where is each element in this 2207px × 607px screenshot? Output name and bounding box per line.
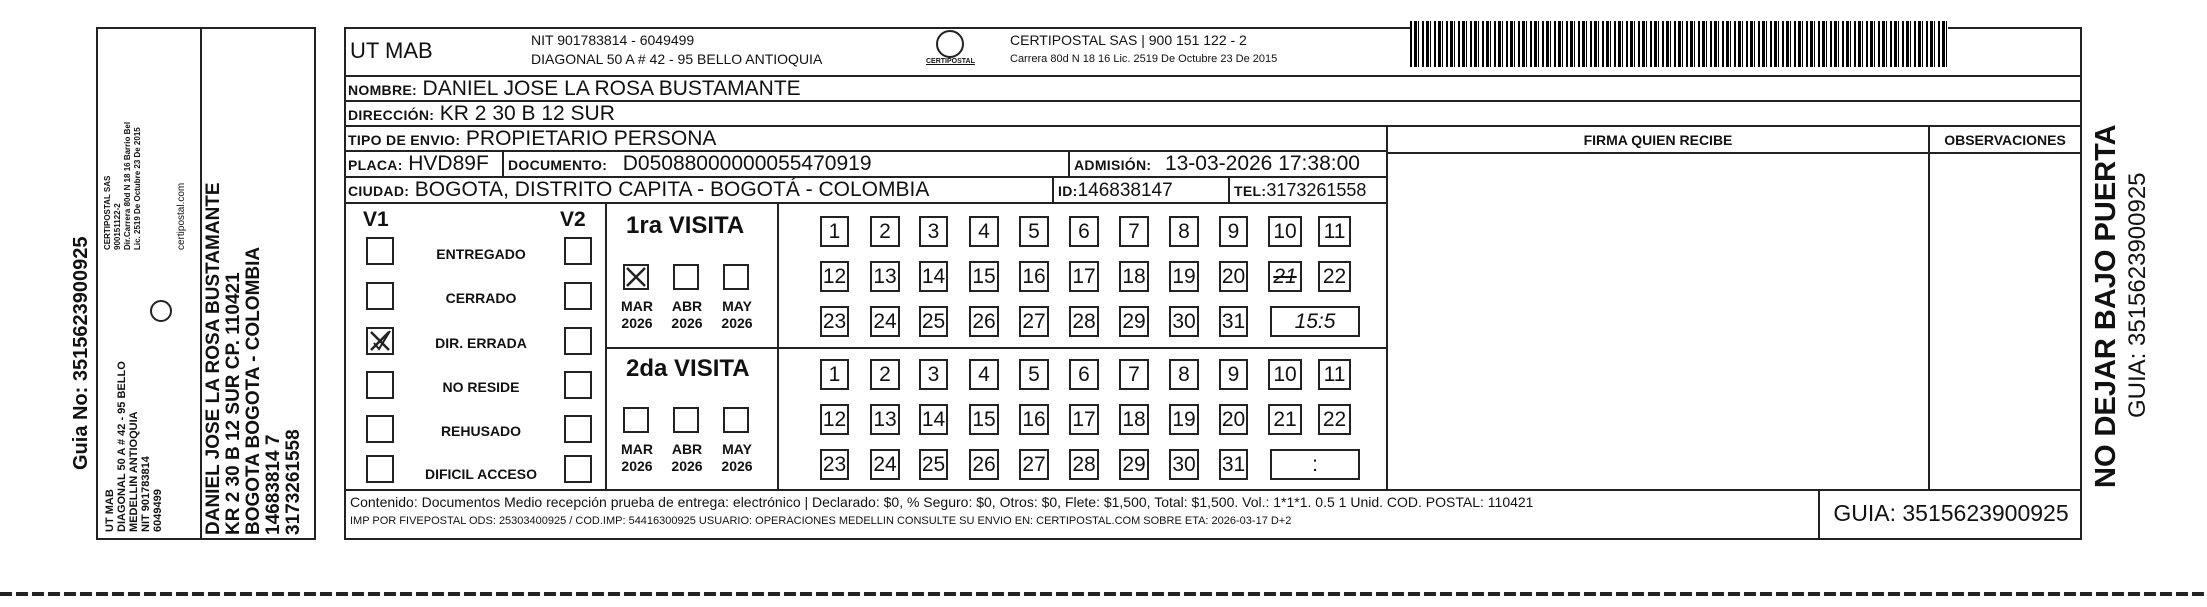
day-box[interactable]: 8 [1169, 359, 1199, 390]
nombre-label: NOMBRE: [348, 82, 417, 98]
day-box[interactable]: 6 [1069, 216, 1099, 247]
day-box[interactable]: 22 [1318, 261, 1351, 292]
bottom-dashed-edge [0, 592, 2207, 596]
day-box[interactable]: 2 [870, 359, 900, 390]
header-logo-text: CERTIPOSTAL [926, 58, 975, 65]
tel-label: TEL: [1234, 183, 1267, 199]
header-nit: NIT 901783814 - 6049499 [531, 32, 695, 48]
day-box[interactable]: 25 [919, 306, 948, 337]
day-box[interactable]: 28 [1069, 306, 1099, 337]
stub-divider-1 [200, 27, 202, 540]
side-guia: GUIA: 3515623900925 [2124, 172, 2151, 418]
month-checkbox[interactable] [673, 264, 699, 290]
day-box[interactable]: 31 [1219, 449, 1248, 480]
month-checkbox[interactable] [623, 407, 649, 433]
side-warning: NO DEJAR BAJO PUERTA [2090, 124, 2122, 488]
documento-value: D05088000000055470919 [622, 152, 872, 175]
day-box[interactable]: 13 [870, 404, 900, 435]
day-box[interactable]: 21 [1268, 261, 1302, 292]
day-box[interactable]: 16 [1019, 404, 1049, 435]
v2-checkbox-dir-errada[interactable] [564, 327, 592, 355]
month-label [715, 298, 759, 332]
day-box[interactable]: 20 [1219, 404, 1248, 435]
admision-value: 13-03-2026 17:38:00 [1164, 152, 1360, 175]
day-box[interactable]: 7 [1119, 216, 1149, 247]
day-box[interactable]: 2 [870, 216, 900, 247]
day-box[interactable]: 28 [1069, 449, 1099, 480]
v1-checkbox-no-reside[interactable] [366, 371, 394, 399]
footer-guia-divider [1818, 489, 1820, 540]
time-box[interactable]: 15:5 [1270, 306, 1360, 337]
placa-value: HVD89F [408, 152, 489, 175]
month-year: 2026 [671, 458, 703, 474]
day-box[interactable]: 1 [820, 216, 849, 247]
day-box[interactable]: 10 [1268, 359, 1302, 390]
status-dificil-acceso: DIFICIL ACCESO [424, 466, 537, 482]
day-box[interactable]: 25 [919, 449, 948, 480]
documento-label: DOCUMENTO: [508, 157, 608, 173]
stub-company-line: 900151122-2 [113, 203, 122, 250]
certipostal-logo-icon [936, 30, 964, 58]
footer-contenido: Contenido: Documentos Medio recepción prueba de entrega: electrónico | Declarado: $0, % Seguro: $0, Otros: $0, Flete: $1,500, Total: $1,500. Vol.: 1*1*1. 0.5 1 Unid. COD. POSTAL: 110421 [350, 494, 1534, 510]
day-box[interactable]: 18 [1119, 404, 1149, 435]
day-box[interactable]: 8 [1169, 216, 1199, 247]
stub-recipient-line: 3173261558 [283, 429, 304, 535]
v2-checkbox-cerrado[interactable] [564, 282, 592, 310]
day-box[interactable]: 18 [1119, 261, 1149, 292]
v2-label: V2 [560, 208, 586, 231]
firma-label: FIRMA QUIEN RECIBE [1583, 132, 1733, 148]
stub-recipient-line: 14683814 7 [263, 434, 284, 535]
placa-label: PLACA: [348, 157, 403, 173]
nombre-value: DANIEL JOSE LA ROSA BUSTAMANTE [422, 77, 801, 100]
month-checkbox[interactable] [623, 264, 649, 290]
day-box[interactable]: 5 [1019, 359, 1049, 390]
day-box[interactable]: 15 [969, 404, 999, 435]
row-id [1054, 178, 1230, 204]
day-box[interactable]: 6 [1069, 359, 1099, 390]
day-box[interactable]: 14 [919, 261, 948, 292]
stub-recipient-line: BOGOTA BOGOTA - COLOMBIA [243, 246, 264, 535]
stub-recipient-line: DANIEL JOSE LA ROSA BUSTAMANTE [203, 182, 224, 535]
day-box[interactable]: 20 [1219, 261, 1248, 292]
month-checkbox[interactable] [723, 407, 749, 433]
ciudad-value: BOGOTA, DISTRITO CAPITA - BOGOTÁ - COLOMBIA [414, 178, 930, 201]
day-box[interactable]: 10 [1268, 216, 1302, 247]
month-label [665, 298, 709, 332]
stub-recipient-block [204, 182, 304, 535]
v1-checkbox-dir-errada[interactable] [366, 327, 394, 355]
row-ciudad [344, 178, 1054, 204]
v2-checkbox-no-reside[interactable] [564, 371, 592, 399]
month-year: 2026 [621, 315, 653, 331]
direccion-value: KR 2 30 B 12 SUR [439, 102, 615, 125]
v2-checkbox-entregado[interactable] [564, 237, 592, 265]
day-box[interactable]: 14 [919, 404, 948, 435]
day-box[interactable]: 19 [1169, 404, 1199, 435]
day-box[interactable]: 13 [870, 261, 900, 292]
visit-title: 1ra VISITA [626, 212, 745, 239]
month-name: ABR [671, 441, 703, 457]
status-dir-errada: DIR. ERRADA [435, 335, 527, 351]
ciudad-label: CIUDAD: [348, 183, 410, 199]
day-box[interactable]: 24 [870, 449, 900, 480]
month-year: 2026 [721, 458, 753, 474]
day-box[interactable]: 19 [1169, 261, 1199, 292]
footer-guia: GUIA: 3515623900925 [1833, 500, 2069, 526]
day-box[interactable]: 12 [820, 404, 849, 435]
admision-label: ADMISIÓN: [1074, 157, 1152, 173]
v1-checkbox-rehusado[interactable] [366, 415, 394, 443]
firma-divider [1386, 127, 1388, 489]
visit-title: 2da VISITA [626, 355, 750, 382]
day-box[interactable]: 23 [820, 306, 849, 337]
month-checkbox[interactable] [723, 264, 749, 290]
row-placa [344, 152, 504, 178]
stub-company-line: Dir.Carrera 80d N 18 16 Barrio Bel [123, 121, 132, 250]
month-name: ABR [671, 298, 703, 314]
month-checkbox[interactable] [673, 407, 699, 433]
day-box[interactable]: 11 [1318, 359, 1351, 390]
day-box[interactable]: 29 [1119, 449, 1149, 480]
day-box[interactable]: 24 [870, 306, 900, 337]
day-box[interactable]: 26 [969, 306, 999, 337]
month-label [665, 441, 709, 475]
tipo-value: PROPIETARIO PERSONA [465, 127, 717, 150]
check-mark-icon [625, 266, 647, 288]
status-no-reside: NO RESIDE [442, 379, 520, 395]
stub-sender-line: 6049499 [152, 489, 164, 532]
day-box[interactable]: 5 [1019, 216, 1049, 247]
day-box[interactable]: 12 [820, 261, 849, 292]
stub-guia-number: Guia No: 3515623900925 [70, 236, 92, 470]
row-tipo [344, 127, 1386, 152]
month-name: MAR [621, 441, 653, 457]
tipo-label: TIPO DE ENVIO: [348, 132, 461, 148]
v1-checkbox-cerrado[interactable] [366, 282, 394, 310]
day-box[interactable]: 17 [1069, 404, 1099, 435]
day-box[interactable]: 9 [1219, 216, 1248, 247]
day-box[interactable]: 27 [1019, 449, 1049, 480]
day-box[interactable]: 1 [820, 359, 849, 390]
day-box[interactable]: 22 [1318, 404, 1351, 435]
v1-checkbox-entregado[interactable] [366, 237, 394, 265]
month-label [615, 441, 659, 475]
day-box[interactable]: 16 [1019, 261, 1049, 292]
month-label [615, 298, 659, 332]
firma-header-line [1386, 152, 2080, 154]
stub-sender-line: UT MAB [104, 489, 116, 532]
day-box[interactable]: 29 [1119, 306, 1149, 337]
status-entregado: ENTREGADO [436, 246, 526, 262]
day-box[interactable]: 3 [919, 359, 948, 390]
time-box[interactable]: : [1270, 449, 1360, 480]
stub-sender-line: DIAGONAL 50 A # 42 - 95 BELLO [116, 361, 128, 532]
tel-value: 3173261558 [1266, 180, 1367, 200]
stub-sender-block [104, 361, 164, 532]
id-value: 146838147 [1077, 180, 1173, 201]
day-box[interactable]: 7 [1119, 359, 1149, 390]
stub-company-line: CERTIPOSTAL SAS [103, 175, 112, 250]
status-rehusado: REHUSADO [440, 423, 522, 439]
barcode [1410, 21, 1948, 67]
month-year: 2026 [721, 315, 753, 331]
check-mark-icon [368, 329, 392, 353]
day-box[interactable]: 30 [1169, 306, 1199, 337]
month-year: 2026 [621, 458, 653, 474]
observaciones-label: OBSERVACIONES [1944, 132, 2066, 148]
stub-logo-icon [150, 300, 172, 322]
header-company: CERTIPOSTAL SAS | 900 151 122 - 2 [1010, 32, 1247, 48]
stub-company-block [103, 122, 143, 250]
stub-recipient-line: KR 2 30 B 12 SUR CP. 110421 [223, 272, 244, 535]
day-box[interactable]: 15 [969, 261, 999, 292]
header-sender-name: UT MAB [350, 38, 433, 63]
day-box[interactable]: 30 [1169, 449, 1199, 480]
day-box[interactable]: 4 [969, 216, 999, 247]
row-documento [504, 152, 1070, 178]
stub-sender-line: NIT 901783814 [140, 456, 152, 532]
day-box[interactable]: 4 [969, 359, 999, 390]
stub-sender-line: MEDELLIN ANTIOQUIA [128, 411, 140, 532]
header-address: DIAGONAL 50 A # 42 - 95 BELLO ANTIOQUIA [531, 51, 823, 67]
day-box[interactable]: 3 [919, 216, 948, 247]
row-nombre [344, 77, 2080, 102]
month-name: MAR [621, 298, 653, 314]
status-cerrado: CERRADO [445, 290, 517, 306]
day-box[interactable]: 11 [1318, 216, 1351, 247]
v2-checkbox-rehusado[interactable] [564, 415, 592, 443]
id-label: ID: [1058, 183, 1078, 199]
row-direccion [344, 102, 2080, 127]
observaciones-divider [1928, 127, 1930, 489]
day-box[interactable]: 31 [1219, 306, 1248, 337]
month-name: MAY [722, 441, 752, 457]
day-box[interactable]: 9 [1219, 359, 1248, 390]
footer-imp: IMP POR FIVEPOSTAL ODS: 25303400925 / COD.IMP: 54416300925 USUARIO: OPERACIONES MEDELLIN CONSULTE SU ENVIO EN: CERTIPOSTAL.COM SOBRE ETA: 2026-03-17 D+2 [350, 515, 1292, 527]
day-box[interactable]: 21 [1268, 404, 1302, 435]
direccion-label: DIRECCIÓN: [348, 107, 435, 123]
row-tel [1230, 178, 1386, 204]
v2-checkbox-dificil-acceso[interactable] [564, 455, 592, 483]
row-admision [1070, 152, 1386, 178]
day-box[interactable]: 17 [1069, 261, 1099, 292]
day-box[interactable]: 27 [1019, 306, 1049, 337]
day-box[interactable]: 26 [969, 449, 999, 480]
month-label [715, 441, 759, 475]
stub-website: certipostal.com [176, 182, 187, 250]
v1-checkbox-dificil-acceso[interactable] [366, 455, 394, 483]
month-year: 2026 [671, 315, 703, 331]
visits-separator [605, 347, 1386, 349]
header-company-address: Carrera 80d N 18 16 Lic. 2519 De Octubre 23 De 2015 [1010, 53, 1278, 65]
stub-company-line: Lic. 2519 De Octubre 23 De 2015 [133, 127, 142, 250]
month-name: MAY [722, 298, 752, 314]
v1-label: V1 [363, 208, 389, 231]
day-box[interactable]: 23 [820, 449, 849, 480]
